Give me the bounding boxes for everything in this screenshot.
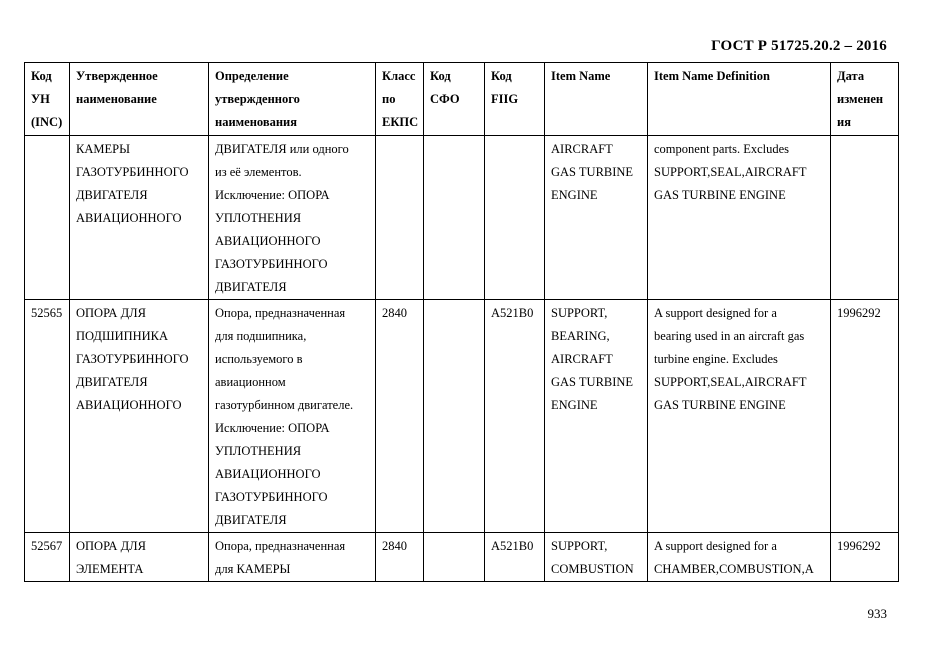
cell-fiig-code xyxy=(485,136,545,300)
cell-class xyxy=(376,136,424,300)
table-row xyxy=(25,300,899,533)
column-header-item-name: Item Name xyxy=(545,63,648,136)
cell-fiig-code: A521B0 xyxy=(485,533,545,582)
cell-approved-name: КАМЕРЫ ГАЗОТУРБИННОГО ДВИГАТЕЛЯ АВИАЦИОННОГО xyxy=(70,136,209,300)
cell-fiig-code: A521B0 xyxy=(485,300,545,533)
column-header-code-inc: Код УН (INC) xyxy=(25,63,70,136)
cell-approved-name: ОПОРА ДЛЯ ЭЛЕМЕНТА xyxy=(70,533,209,582)
cell-code-inc: 52565 xyxy=(25,300,70,533)
table-row xyxy=(25,533,899,582)
cell-change-date xyxy=(831,136,899,300)
column-header-name-definition: Определение утвержденного наименования xyxy=(209,63,376,136)
cell-item-name-definition: component parts. Excludes SUPPORT,SEAL,AIRCRAFT GAS TURBINE ENGINE xyxy=(648,136,831,300)
cell-item-name: SUPPORT, COMBUSTION xyxy=(545,533,648,582)
cell-item-name-definition: A support designed for a bearing used in an aircraft gas turbine engine. Excludes SUPPORT,SEAL,AIRCRAFT GAS TURBINE ENGINE xyxy=(648,300,831,533)
column-header-item-name-definition: Item Name Definition xyxy=(648,63,831,136)
cell-item-name: SUPPORT, BEARING, AIRCRAFT GAS TURBINE ENGINE xyxy=(545,300,648,533)
cell-sfo-code xyxy=(424,533,485,582)
cell-class: 2840 xyxy=(376,533,424,582)
column-header-approved-name: Утвержденное наименование xyxy=(70,63,209,136)
cell-name-definition: ДВИГАТЕЛЯ или одного из её элементов. Исключение: ОПОРА УПЛОТНЕНИЯ АВИАЦИОННОГО ГАЗОТУРБИННОГО ДВИГАТЕЛЯ xyxy=(209,136,376,300)
column-header-class: Класс по ЕКПС xyxy=(376,63,424,136)
column-header-change-date: Дата изменен ия xyxy=(831,63,899,136)
catalog-table xyxy=(24,62,899,582)
cell-sfo-code xyxy=(424,300,485,533)
table-row xyxy=(25,136,899,300)
page-number: 933 xyxy=(867,606,887,621)
cell-code-inc xyxy=(25,136,70,300)
cell-sfo-code xyxy=(424,136,485,300)
cell-item-name-definition: A support designed for a CHAMBER,COMBUSTION,A xyxy=(648,533,831,582)
cell-change-date: 1996292 xyxy=(831,300,899,533)
cell-approved-name: ОПОРА ДЛЯ ПОДШИПНИКА ГАЗОТУРБИННОГО ДВИГАТЕЛЯ АВИАЦИОННОГО xyxy=(70,300,209,533)
column-header-sfo-code: Код СФО xyxy=(424,63,485,136)
table-header-row xyxy=(25,63,899,136)
cell-name-definition: Опора, предназначенная для подшипника, используемого в авиационном газотурбинном двигателе. Исключение: ОПОРА УПЛОТНЕНИЯ АВИАЦИОННОГО ГАЗОТУРБИННОГО ДВИГАТЕЛЯ xyxy=(209,300,376,533)
cell-name-definition: Опора, предназначенная для КАМЕРЫ xyxy=(209,533,376,582)
document-standard-header: ГОСТ Р 51725.20.2 – 2016 xyxy=(711,38,887,54)
column-header-fiig-code: Код FIIG xyxy=(485,63,545,136)
cell-change-date: 1996292 xyxy=(831,533,899,582)
cell-item-name: AIRCRAFT GAS TURBINE ENGINE xyxy=(545,136,648,300)
cell-code-inc: 52567 xyxy=(25,533,70,582)
cell-class: 2840 xyxy=(376,300,424,533)
